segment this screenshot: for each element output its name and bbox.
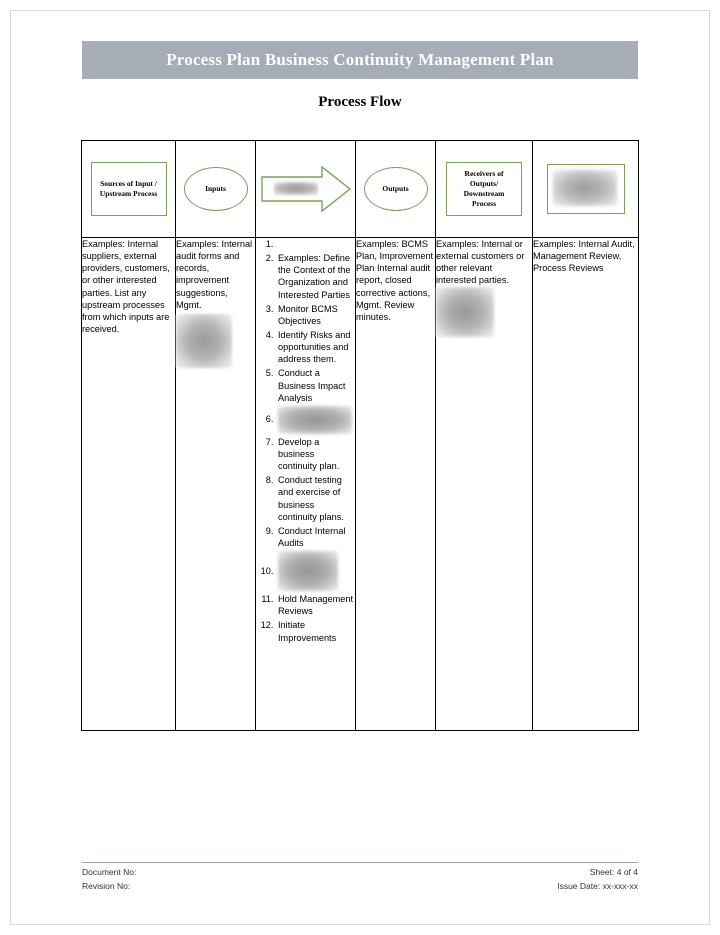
cell-inputs-text [176,238,256,731]
last-column-text: Examples: Internal Audit, Management Review, Process Reviews [533,239,635,274]
cell-outputs-text [356,238,436,731]
list-item [276,436,355,472]
shape-blank-box [547,164,625,214]
page-title: Process Plan Business Continuity Management Plan [166,50,554,69]
step-text: Monitor BCMS Objectives [278,303,338,326]
document-no-label: Document No: [82,867,137,877]
issue-date: Issue Date: xx-xxx-xx [557,880,638,891]
cell-last-text [533,238,639,731]
list-item [276,406,355,434]
step-text: Examples: Define the Context of the Organization and Interested Parties [278,253,351,300]
shape-sources-of-input [91,162,167,216]
table-header-row [82,141,639,238]
shape-label-receivers: Receivers of Outputs/ Downstream Process [463,168,505,209]
header-cell-inputs [176,141,256,238]
header-cell-sources [82,141,176,238]
document-footer [82,862,638,893]
list-item [276,474,355,523]
shape-label-outputs: Outputs [382,184,409,194]
list-item [276,619,355,643]
process-steps-list [256,238,355,644]
shape-receivers-of-outputs [446,162,522,216]
header-cell-process [256,141,356,238]
receivers-text: Examples: Internal or external customers or other relevant interested parties. [436,239,525,286]
shape-label-inputs: Inputs [205,184,226,194]
redacted-text-inputs [176,314,232,368]
step-text: Hold Management Reviews [278,594,354,617]
redacted-text-receivers [436,287,494,337]
list-item [276,238,355,250]
header-cell-receivers [436,141,533,238]
list-item [276,367,355,403]
cell-process-steps [256,238,356,731]
header-cell-blank [533,141,639,238]
shape-label-sources: Sources of Input / Upstream Process [99,178,158,198]
sources-text: Examples: Internal suppliers, external providers, customers, or other interested parties. List any upstream processes from which inputs are received. [82,239,170,334]
footer-row-bottom [82,880,638,894]
footer-divider [82,862,638,863]
shape-outputs [364,167,428,211]
header-cell-outputs [356,141,436,238]
revision-no-label: Revision No: [82,880,131,891]
list-item [276,329,355,365]
list-item [276,593,355,617]
list-item [276,551,355,591]
shape-process-arrow [260,165,352,213]
table-body-row [82,238,639,731]
list-item [276,525,355,549]
list-item [276,303,355,327]
document-title-bar [82,41,638,79]
cell-sources-text [82,238,176,731]
list-item [276,252,355,301]
footer-row-top [82,866,638,880]
step-text: Identify Risks and opportunities and address them. [278,329,351,365]
shape-inputs [184,167,248,211]
redacted-text-arrow [274,182,318,195]
step-text: Conduct a Business Impact Analysis [278,368,346,403]
cell-receivers-text [436,238,533,731]
redacted-text-step6 [278,406,352,434]
outputs-text: Examples: BCMS Plan, Improvement Plan Internal audit report, closed corrective actions, Mgmt. Review minutes. [356,239,434,322]
sheet-number: Sheet: 4 of 4 [589,867,638,877]
redacted-text-blank-box [553,170,617,206]
inputs-text: Examples: Internal audit forms and records, improvement suggestions, Mgmt. [176,239,253,310]
section-subtitle: Process Flow [318,94,402,110]
step-text: Conduct testing and exercise of business continuity plans. [278,475,344,522]
step-text: Develop a business continuity plan. [278,436,340,472]
redacted-text-step10 [278,551,338,591]
step-text: Conduct Internal Audits [278,525,346,548]
process-flow-table [81,140,639,731]
step-text: Initiate Improvements [278,620,337,643]
